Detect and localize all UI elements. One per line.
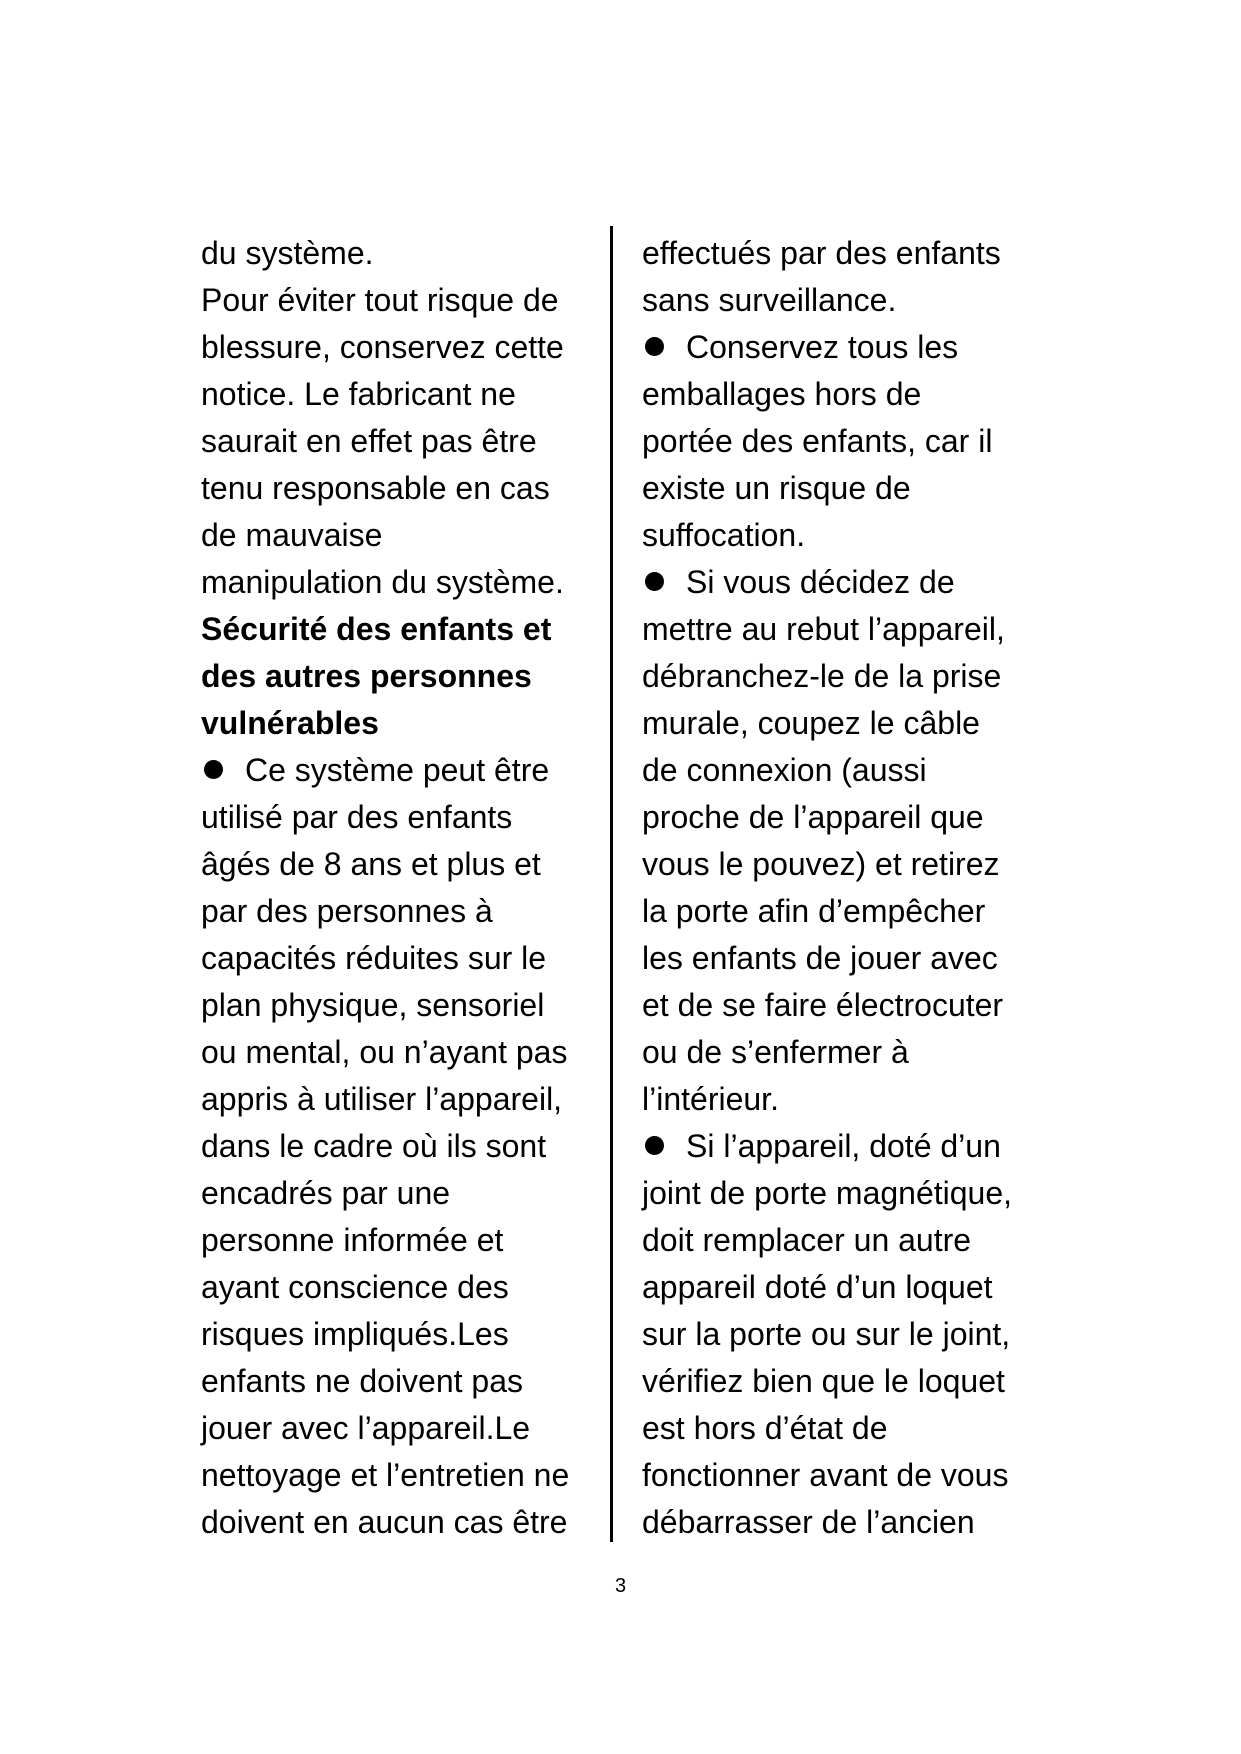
bullet-item (642, 1123, 1042, 1170)
text-line: appris à utiliser l’appareil, (201, 1081, 563, 1117)
text-line: par des personnes à (201, 893, 493, 929)
text-line: manipulation du système. (201, 564, 564, 600)
text-line: existe un risque de (642, 470, 911, 506)
text-line: sans surveillance. (642, 282, 897, 318)
right-column (642, 230, 1042, 1546)
text-line: de mauvaise (201, 517, 383, 553)
text-line: notice. Le fabricant ne (201, 376, 516, 412)
bullet-item (642, 324, 1042, 371)
text-line: saurait en effet pas être (201, 423, 537, 459)
text-line: jouer avec l’appareil.Le (201, 1410, 531, 1446)
text-line: vérifiez bien que le loquet (642, 1363, 1005, 1399)
bullet-icon (204, 760, 223, 779)
text-line: emballages hors de (642, 376, 922, 412)
bullet-text: Ce système peut être (245, 752, 550, 788)
text-line: débranchez-le de la prise (642, 658, 1002, 694)
text-line: débarrasser de l’ancien (642, 1504, 975, 1540)
left-column (201, 230, 601, 1546)
text-line: risques impliqués.Les (201, 1316, 509, 1352)
text-line: ou mental, ou n’ayant pas (201, 1034, 568, 1070)
column-divider (610, 226, 613, 1542)
text-line: fonctionner avant de vous (642, 1457, 1009, 1493)
text-line: murale, coupez le câble (642, 705, 980, 741)
text-line: l’intérieur. (642, 1081, 779, 1117)
text-line: doivent en aucun cas être (201, 1504, 568, 1540)
text-line: enfants ne doivent pas (201, 1363, 524, 1399)
text-line: appareil doté d’un loquet (642, 1269, 993, 1305)
bullet-text: Conservez tous les (686, 329, 959, 365)
text-line: blessure, conservez cette (201, 329, 564, 365)
text-line: capacités réduites sur le (201, 940, 547, 976)
bullet-icon (645, 337, 664, 356)
bullet-icon (645, 1136, 664, 1155)
text-line: tenu responsable en cas (201, 470, 550, 506)
page-number: 3 (614, 1575, 627, 1597)
section-heading: des autres personnes (201, 658, 532, 694)
bullet-text: Si vous décidez de (686, 564, 955, 600)
text-line: la porte afin d’empêcher (642, 893, 986, 929)
text-line: est hors d’état de (642, 1410, 888, 1446)
text-line: de connexion (aussi (642, 752, 927, 788)
text-line: mettre au rebut l’appareil, (642, 611, 1005, 647)
text-line: sur la porte ou sur le joint, (642, 1316, 1011, 1352)
text-line: effectués par des enfants (642, 235, 1001, 271)
text-line: suffocation. (642, 517, 806, 553)
text-line: joint de porte magnétique, (642, 1175, 1013, 1211)
text-line: proche de l’appareil que (642, 799, 984, 835)
bullet-icon (645, 572, 664, 591)
text-line: du système. (201, 235, 374, 271)
bullet-text: Si l’appareil, doté d’un (686, 1128, 1001, 1164)
section-heading: Sécurité des enfants et (201, 611, 552, 647)
text-line: dans le cadre où ils sont (201, 1128, 547, 1164)
text-line: plan physique, sensoriel (201, 987, 545, 1023)
text-line: encadrés par une (201, 1175, 451, 1211)
text-line: âgés de 8 ans et plus et (201, 846, 541, 882)
text-line: ou de s’enfermer à (642, 1034, 909, 1070)
text-line: et de se faire électrocuter (642, 987, 1004, 1023)
text-line: doit remplacer un autre (642, 1222, 972, 1258)
text-line: utilisé par des enfants (201, 799, 513, 835)
text-line: nettoyage et l’entretien ne (201, 1457, 570, 1493)
text-line: portée des enfants, car il (642, 423, 993, 459)
text-line: Pour éviter tout risque de (201, 282, 559, 318)
text-line: les enfants de jouer avec (642, 940, 998, 976)
text-line: vous le pouvez) et retirez (642, 846, 1000, 882)
section-heading: vulnérables (201, 705, 379, 741)
text-line: ayant conscience des (201, 1269, 509, 1305)
bullet-item (642, 559, 1042, 606)
bullet-item (201, 747, 601, 794)
text-line: personne informée et (201, 1222, 504, 1258)
